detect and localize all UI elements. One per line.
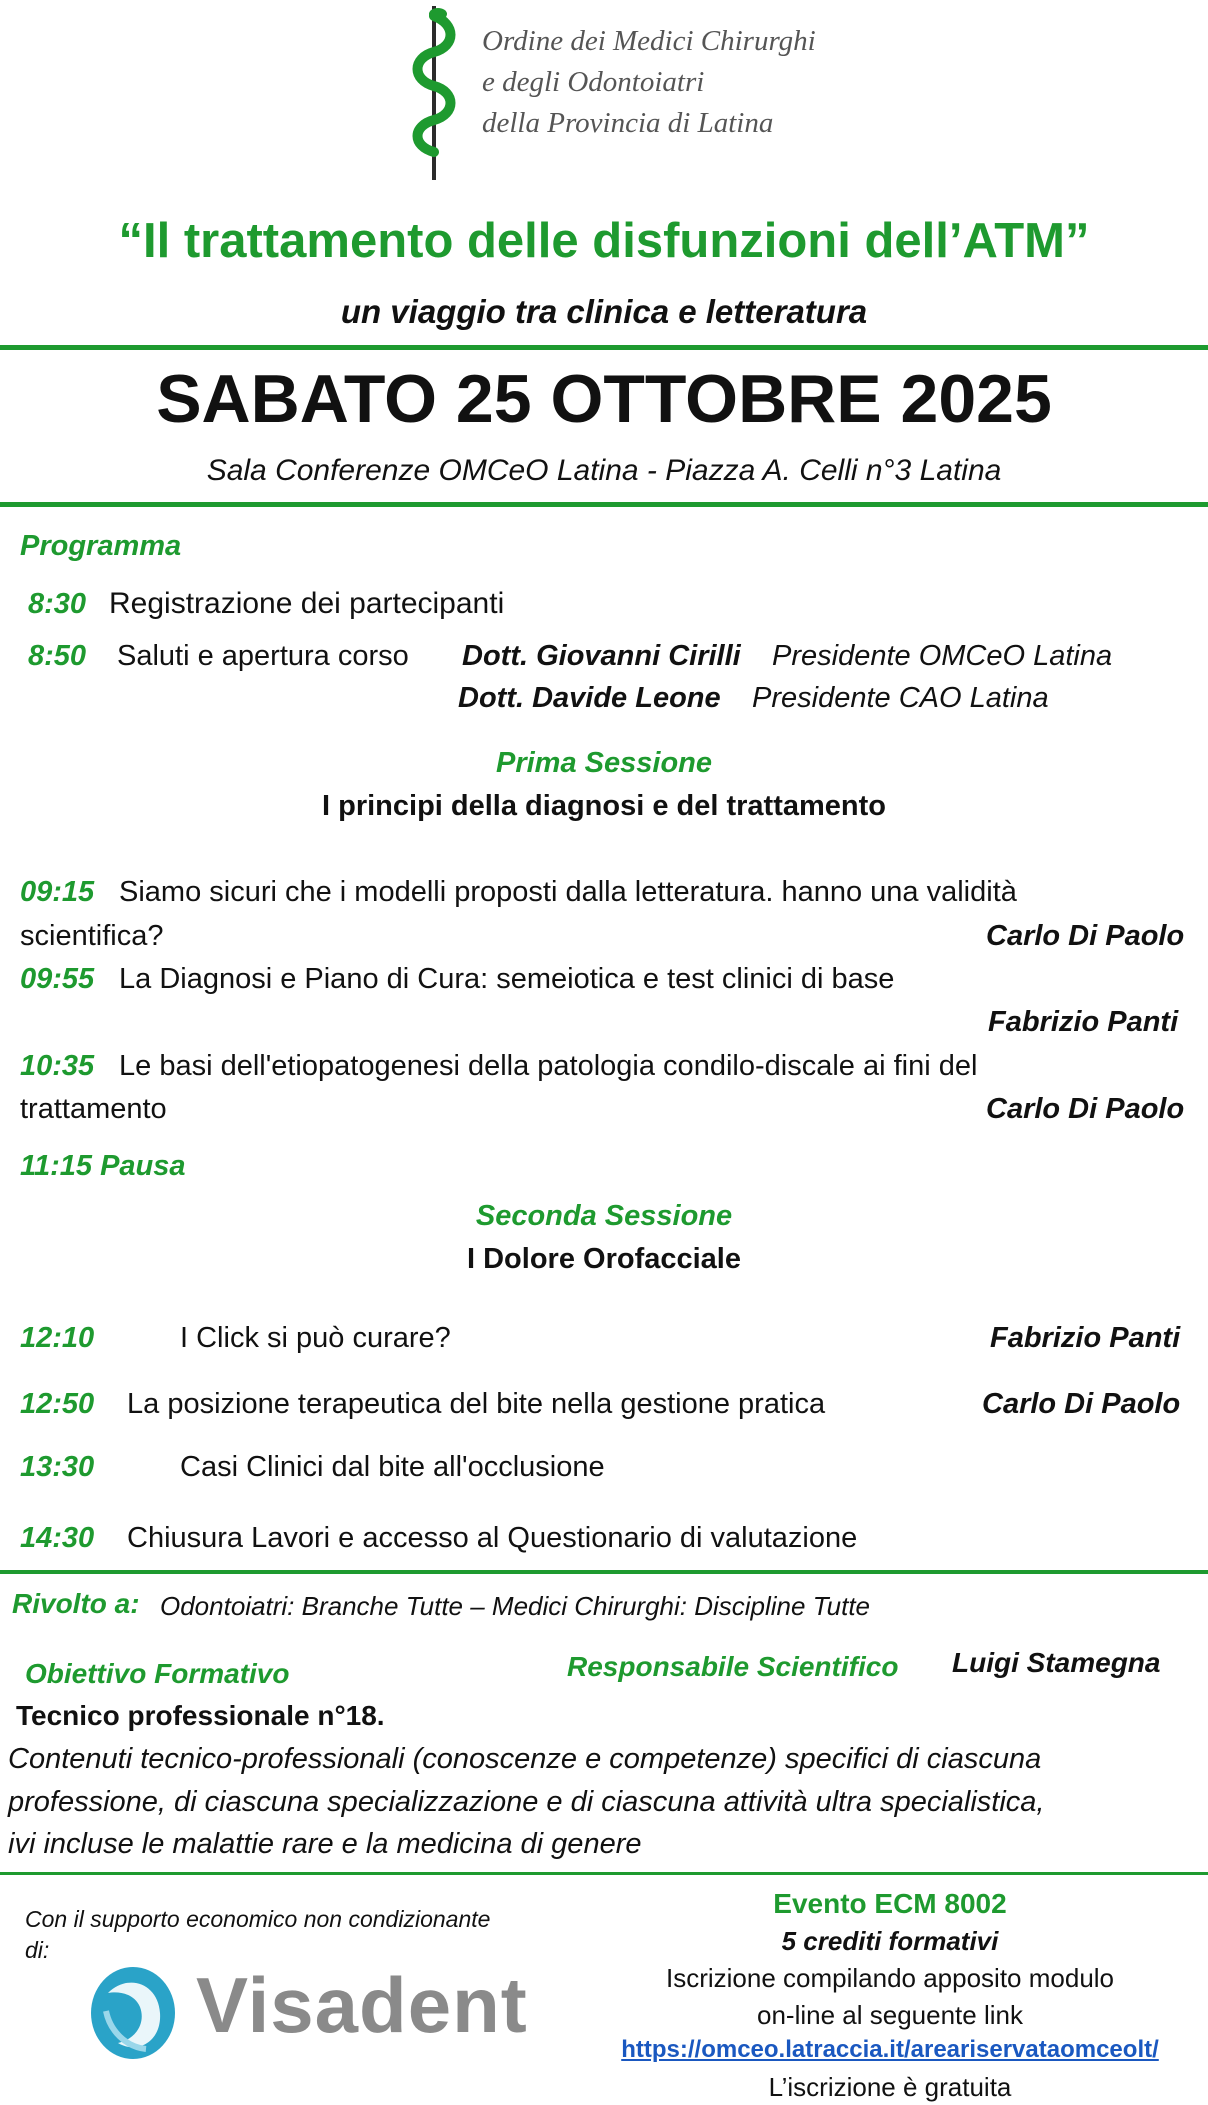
talk-title: Siamo sicuri che i modelli proposti dalla letteratura. hanno una validità — [119, 876, 1017, 908]
audience-label: Rivolto a: — [12, 1588, 140, 1619]
time-label: 13:30 — [20, 1451, 95, 1483]
time-label: 12:10 — [20, 1322, 95, 1354]
speaker-name: Dott. Giovanni Cirilli — [462, 640, 741, 672]
speaker-name: Fabrizio Panti — [988, 1006, 1179, 1038]
visadent-logo-icon — [88, 1963, 178, 2063]
scientific-lead-label: Responsabile Scientifico — [567, 1651, 899, 1682]
event-subtitle: un viaggio tra clinica e letteratura — [340, 293, 868, 330]
registration-link[interactable]: https://omceo.latraccia.it/areariservataomceolt/ — [621, 2036, 1159, 2063]
talk-title-continued: scientifica? — [20, 920, 164, 952]
audience-value: Odontoiatri: Branche Tutte – Medici Chirurghi: Discipline Tutte — [160, 1591, 871, 1621]
speaker-role: Presidente OMCeO Latina — [772, 640, 1113, 672]
divider — [0, 1570, 1208, 1574]
talk-title: Chiusura Lavori e accesso al Questionario di valutazione — [127, 1522, 858, 1554]
ecm-event: Evento ECM 8002 — [773, 1888, 1007, 1919]
break-label: 11:15 Pausa — [20, 1150, 186, 1182]
speaker-name: Fabrizio Panti — [990, 1322, 1181, 1354]
time-label: 12:50 — [20, 1388, 95, 1420]
speaker-name: Carlo Di Paolo — [986, 1093, 1185, 1125]
objective-description: ivi incluse le malattie rare e la medicina di genere — [8, 1828, 642, 1860]
session-label: Seconda Sessione — [475, 1200, 733, 1232]
objective-title: Tecnico professionale n°18. — [16, 1700, 385, 1731]
talk-title: Casi Clinici dal bite all'occlusione — [180, 1451, 605, 1483]
agenda-item-text: Saluti e apertura corso — [117, 640, 409, 672]
time-label: 09:55 — [20, 963, 95, 995]
speaker-name: Dott. Davide Leone — [458, 682, 721, 714]
agenda-item-text: Registrazione dei partecipanti — [109, 587, 505, 620]
event-venue: Sala Conferenze OMCeO Latina - Piazza A. Celli n°3 Latina — [206, 454, 1002, 487]
talk-title: Le basi dell'etiopatogenesi della patologia condilo-discale ai fini del — [119, 1050, 978, 1082]
time-label: 09:15 — [20, 876, 95, 908]
talk-title-continued: trattamento — [20, 1093, 167, 1125]
time-label: 8:30 — [28, 588, 87, 620]
divider — [0, 1872, 1208, 1875]
event-date: SABATO 25 OTTOBRE 2025 — [156, 361, 1052, 437]
speaker-name: Carlo Di Paolo — [982, 1388, 1181, 1420]
sponsor-note-continued: di: — [25, 1937, 50, 1963]
objective-description: professione, di ciascuna specializzazione e di ciascuna attività ultra specialistica, — [8, 1786, 1045, 1818]
speaker-name: Carlo Di Paolo — [986, 920, 1185, 952]
org-name-line-2: e degli Odontoiatri — [482, 66, 705, 98]
talk-title: I Click si può curare? — [180, 1322, 451, 1354]
program-heading: Programma — [20, 530, 182, 562]
event-title: “Il trattamento delle disfunzioni dell’ATM” — [118, 214, 1090, 268]
talk-title: La Diagnosi e Piano di Cura: semeiotica e test clinici di base — [119, 963, 895, 995]
org-name-line-3: della Provincia di Latina — [482, 107, 774, 139]
objective-label: Obiettivo Formativo — [25, 1658, 290, 1689]
session-title: I Dolore Orofacciale — [467, 1243, 741, 1275]
registration-info: Iscrizione compilando apposito modulo — [665, 1963, 1115, 1993]
org-name-line-1: Ordine dei Medici Chirurghi — [482, 25, 816, 57]
sponsor-name: Visadent — [196, 1961, 528, 2049]
objective-description: Contenuti tecnico-professionali (conoscenze e competenze) specifici di ciascuna — [8, 1743, 1042, 1775]
ecm-credits: 5 crediti formativi — [781, 1926, 999, 1956]
registration-info-continued: on-line al seguente link — [757, 2000, 1023, 2030]
session-title: I principi della diagnosi e del trattamento — [322, 790, 886, 822]
talk-title: La posizione terapeutica del bite nella gestione pratica — [127, 1388, 826, 1420]
time-label: 8:50 — [28, 640, 87, 672]
scientific-lead-name: Luigi Stamegna — [952, 1647, 1161, 1678]
speaker-role: Presidente CAO Latina — [752, 682, 1049, 714]
session-label: Prima Sessione — [496, 747, 712, 779]
time-label: 10:35 — [20, 1050, 95, 1082]
divider — [0, 502, 1208, 507]
rod-of-asclepius-icon — [394, 6, 474, 180]
free-registration-note: L’iscrizione è gratuita — [768, 2072, 1012, 2102]
sponsor-note: Con il supporto economico non condizionante — [25, 1906, 491, 1932]
time-label: 14:30 — [20, 1522, 95, 1554]
divider — [0, 345, 1208, 350]
